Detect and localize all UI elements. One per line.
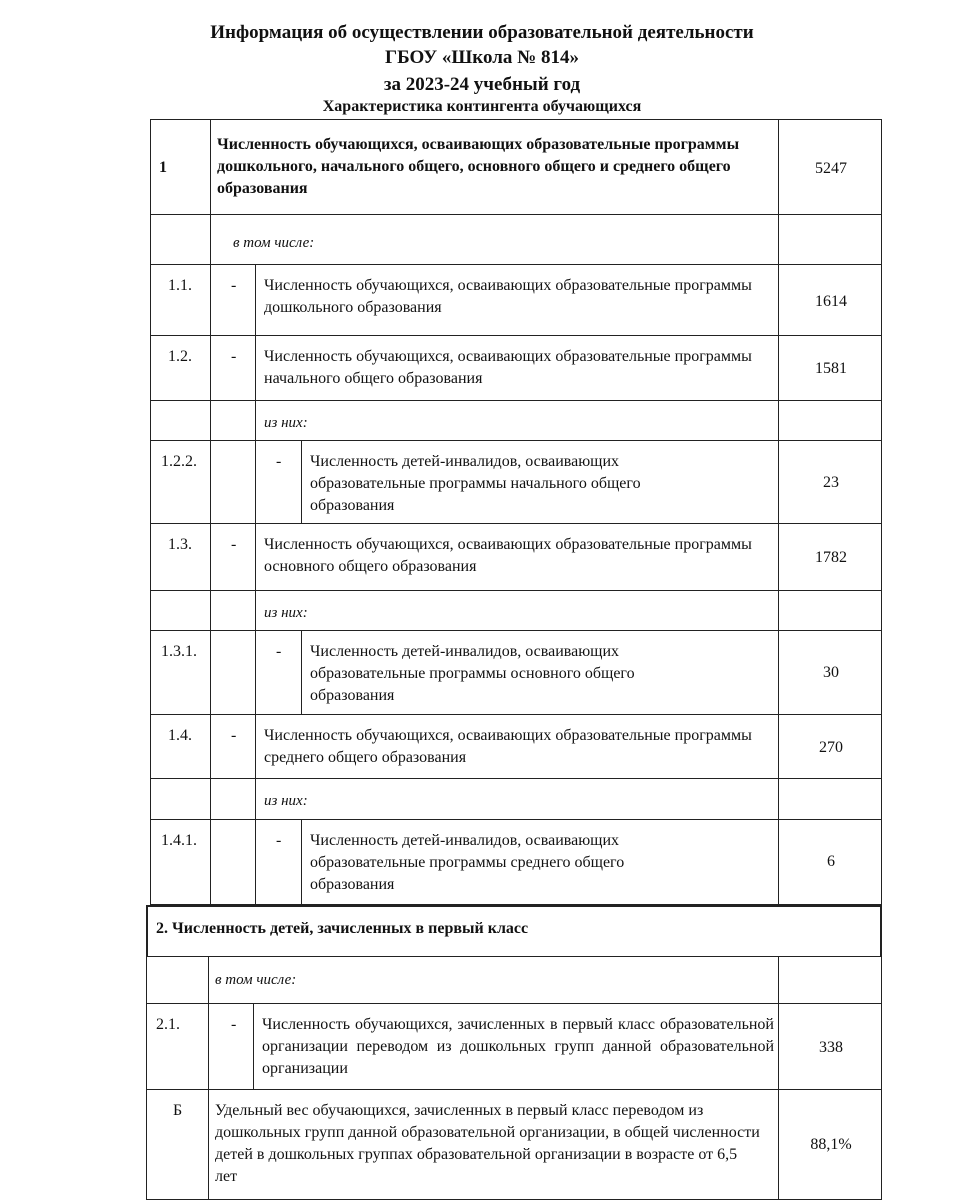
s1-num-cell (150, 119, 212, 216)
row-1-4-1-num: 1.4.1. (161, 832, 197, 849)
row-1-3-value: 1782 (815, 549, 847, 566)
row-1-3-text-cell (255, 523, 780, 592)
row-1-4-num-cell (150, 714, 212, 780)
row-1-1-text: Численность обучающихся, осваивающих образовательные программы дошкольного образования (264, 277, 752, 316)
row-1-3-value-cell (778, 523, 882, 592)
row-b-text-cell (208, 1089, 780, 1200)
row-1-1-num: 1.1. (168, 277, 192, 294)
row-1-1-value: 1614 (815, 293, 847, 310)
row-1-2-2-value: 23 (823, 474, 839, 491)
iz-nih-label: из них: (264, 605, 308, 621)
row-1-2-text-cell (255, 335, 780, 402)
row-1-3-1-text: Численность детей-инвалидов, осваивающих образовательные программы основного общего образования (310, 643, 635, 704)
row-1-2-value: 1581 (815, 360, 847, 377)
empty-cell (150, 214, 212, 266)
row-1-4-value: 270 (819, 739, 843, 756)
empty-cell (210, 590, 257, 632)
empty-cell (778, 400, 882, 442)
iz-nih-cell (255, 400, 780, 442)
doc-title-line1: Информация об осуществлении образовательной деятельности (210, 22, 754, 43)
empty-cell (210, 440, 257, 525)
empty-cell (778, 590, 882, 632)
row-1-1-dash-cell (210, 264, 257, 337)
row-1-3-num: 1.3. (168, 536, 192, 553)
row-1-4-1-text: Численность детей-инвалидов, осваивающих образовательные программы среднего общего образования (310, 832, 625, 893)
row-1-1-num-cell (150, 264, 212, 337)
row-1-3-dash-cell (210, 523, 257, 592)
row-1-3-1-num: 1.3.1. (161, 643, 197, 660)
v-tom-chisle-label: в том числе: (215, 972, 297, 988)
row-2-1-text: Численность обучающихся, зачисленных в первый класс образовательной организации переводом из дошкольных групп данной образовательной организации (262, 1016, 774, 1077)
dash: - (276, 832, 282, 849)
dash: - (231, 1016, 237, 1033)
s1-value-cell (778, 119, 882, 216)
row-1-4-num: 1.4. (168, 727, 192, 744)
empty-cell (150, 590, 212, 632)
row-1-3-text: Численность обучающихся, осваивающих образовательные программы основного общего образования (264, 536, 752, 575)
s1-text-cell (210, 119, 780, 216)
dash: - (276, 643, 282, 660)
empty-cell (778, 214, 882, 266)
row-1-4-1-text-cell (301, 819, 780, 905)
row-1-2-num-cell (150, 335, 212, 402)
row-1-3-1-num-cell (150, 630, 212, 716)
row-b-text: Удельный вес обучающихся, зачисленных в первый класс переводом из дошкольных групп данной образовательной организации, в общей численности детей в дошкольных группах образовательной организации в возрасте от 6,5 лет (215, 1102, 760, 1185)
iz-nih-cell (255, 778, 780, 821)
doc-subtitle: Характеристика контингента обучающихся (322, 98, 642, 115)
row-1-3-1-dash-cell (255, 630, 303, 716)
empty-cell (150, 778, 212, 821)
row-2-1-dash-cell (208, 1003, 255, 1091)
dash: - (231, 277, 237, 294)
row-b-value-cell (778, 1089, 882, 1200)
row-b-num: Б (173, 1102, 183, 1119)
dash: - (231, 348, 237, 365)
row-1-2-value-cell (778, 335, 882, 402)
row-1-1-text-cell (255, 264, 780, 337)
row-1-4-text-cell (255, 714, 780, 780)
v-tom-chisle-label: в том числе: (233, 235, 315, 251)
row-1-3-1-value: 30 (823, 664, 839, 681)
row-2-1-value-cell (778, 1003, 882, 1091)
row-2-1-num-cell (146, 1003, 210, 1091)
empty-cell (210, 630, 257, 716)
iz-nih-cell (255, 590, 780, 632)
row-b-num-cell (146, 1089, 210, 1200)
empty-cell (210, 778, 257, 821)
row-1-3-num-cell (150, 523, 212, 592)
row-1-4-dash-cell (210, 714, 257, 780)
doc-title-line3: за 2023-24 учебный год (383, 74, 581, 95)
empty-cell (778, 956, 882, 1005)
row-1-2-2-text: Численность детей-инвалидов, осваивающих образовательные программы начального общего образования (310, 453, 641, 514)
v-tom-chisle-cell (208, 956, 780, 1005)
dash: - (231, 536, 237, 553)
row-1-3-1-value-cell (778, 630, 882, 716)
empty-cell (210, 819, 257, 905)
doc-title-line2: ГБОУ «Школа № 814» (385, 47, 579, 68)
row-2-1-value: 338 (819, 1039, 843, 1056)
empty-cell (150, 400, 212, 442)
row-b-value: 88,1% (810, 1136, 852, 1153)
row-2-1-text-cell (253, 1003, 780, 1091)
s1-text: Численность обучающихся, осваивающих образовательные программы дошкольного, начального общего, основного общего и среднего общего образования (217, 136, 740, 197)
row-1-2-dash-cell (210, 335, 257, 402)
empty-cell (778, 778, 882, 821)
dash: - (276, 453, 282, 470)
row-1-4-1-value-cell (778, 819, 882, 905)
row-1-2-2-num: 1.2.2. (161, 453, 197, 470)
dash: - (231, 727, 237, 744)
s1-value: 5247 (815, 160, 847, 177)
row-2-1-num: 2.1. (156, 1016, 180, 1033)
row-1-4-1-dash-cell (255, 819, 303, 905)
row-1-2-num: 1.2. (168, 348, 192, 365)
row-1-4-1-num-cell (150, 819, 212, 905)
v-tom-chisle-cell (210, 214, 780, 266)
row-1-2-text: Численность обучающихся, осваивающих образовательные программы начального общего образования (264, 348, 752, 387)
iz-nih-label: из них: (264, 415, 308, 431)
row-1-3-1-text-cell (301, 630, 780, 716)
row-1-2-2-dash-cell (255, 440, 303, 525)
row-1-4-value-cell (778, 714, 882, 780)
empty-cell (210, 400, 257, 442)
row-1-1-value-cell (778, 264, 882, 337)
row-1-2-2-value-cell (778, 440, 882, 525)
row-1-2-2-text-cell (301, 440, 780, 525)
s1-num: 1 (159, 159, 167, 176)
row-1-4-1-value: 6 (827, 853, 835, 870)
row-1-4-text: Численность обучающихся, осваивающих образовательные программы среднего общего образования (264, 727, 752, 766)
iz-nih-label: из них: (264, 793, 308, 809)
row-1-2-2-num-cell (150, 440, 212, 525)
s2-title-cell (146, 905, 882, 958)
s2-title: 2. Численность детей, зачисленных в первый класс (156, 920, 529, 937)
empty-cell (146, 956, 210, 1005)
